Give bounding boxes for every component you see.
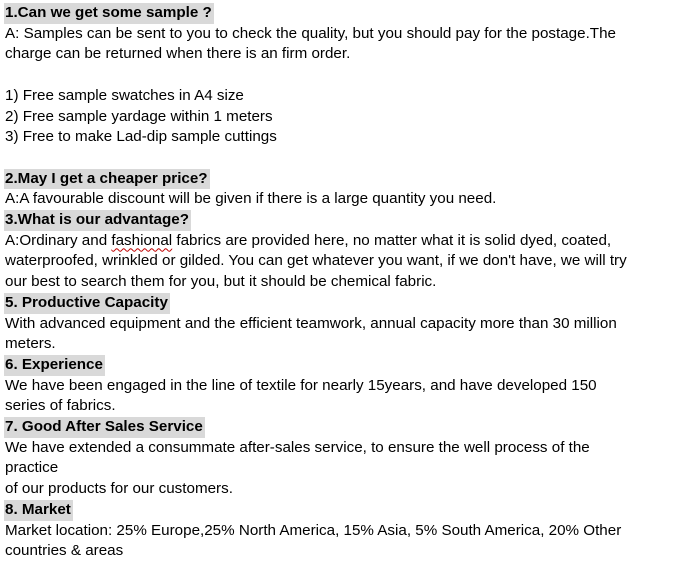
- section-heading: 5. Productive Capacity: [4, 293, 170, 314]
- section-8-heading-line: [5, 500, 673, 521]
- paragraph-line: With advanced equipment and the efficient teamwork, annual capacity more than 30 million: [5, 314, 617, 332]
- list-item: 1) Free sample swatches in A4 size: [5, 86, 244, 104]
- list-item: 3) Free to make Lad-dip sample cuttings: [5, 128, 277, 146]
- blank-line: [5, 148, 673, 169]
- paragraph-line: We have been engaged in the line of textile for nearly 15years, and have developed 150: [5, 376, 597, 394]
- text-segment: fabrics are provided here, no matter what it is solid dyed, coated,: [172, 231, 612, 249]
- paragraph-line: our best to search them for you, but it should be chemical fabric.: [5, 273, 437, 291]
- section-heading: 7. Good After Sales Service: [4, 417, 205, 438]
- paragraph-line: Market location: 25% Europe,25% North America, 15% Asia, 5% South America, 20% Other: [5, 521, 622, 539]
- section-5-heading-line: [5, 293, 673, 314]
- spellcheck-flagged-word: fashional: [111, 231, 173, 249]
- paragraph-line: waterproofed, wrinkled or gilded. You can get whatever you want, if we don't have, we will try: [5, 252, 627, 270]
- section-2-heading-line: [5, 169, 673, 190]
- list-item: 2) Free sample yardage within 1 meters: [5, 107, 273, 125]
- section-6-heading-line: [5, 355, 673, 376]
- section-heading: 6. Experience: [4, 355, 105, 376]
- faq-document: [5, 3, 673, 562]
- section-heading: 1.Can we get some sample ?: [4, 3, 214, 24]
- section-heading: 2.May I get a cheaper price?: [4, 169, 210, 190]
- blank-line: [5, 65, 673, 86]
- section-1-heading-line: [5, 3, 673, 24]
- paragraph-line: [5, 231, 673, 252]
- section-heading: 3.What is our advantage?: [4, 210, 191, 231]
- paragraph-line: series of fabrics.: [5, 397, 116, 415]
- section-7-heading-line: [5, 417, 673, 438]
- paragraph-line: We have extended a consummate after-sales service, to ensure the well process of the: [5, 438, 590, 456]
- paragraph-line: of our products for our customers.: [5, 480, 233, 498]
- paragraph-line: A:A favourable discount will be given if there is a large quantity you need.: [5, 190, 497, 208]
- paragraph-line: countries & areas: [5, 542, 124, 560]
- section-3-heading-line: [5, 210, 673, 231]
- text-segment: A:Ordinary and: [5, 231, 112, 249]
- paragraph-line: practice: [5, 459, 59, 477]
- paragraph-line: A: Samples can be sent to you to check the quality, but you should pay for the postage.The: [5, 24, 616, 42]
- paragraph-line: charge can be returned when there is an firm order.: [5, 45, 351, 63]
- paragraph-line: meters.: [5, 335, 56, 353]
- section-heading: 8. Market: [4, 500, 73, 521]
